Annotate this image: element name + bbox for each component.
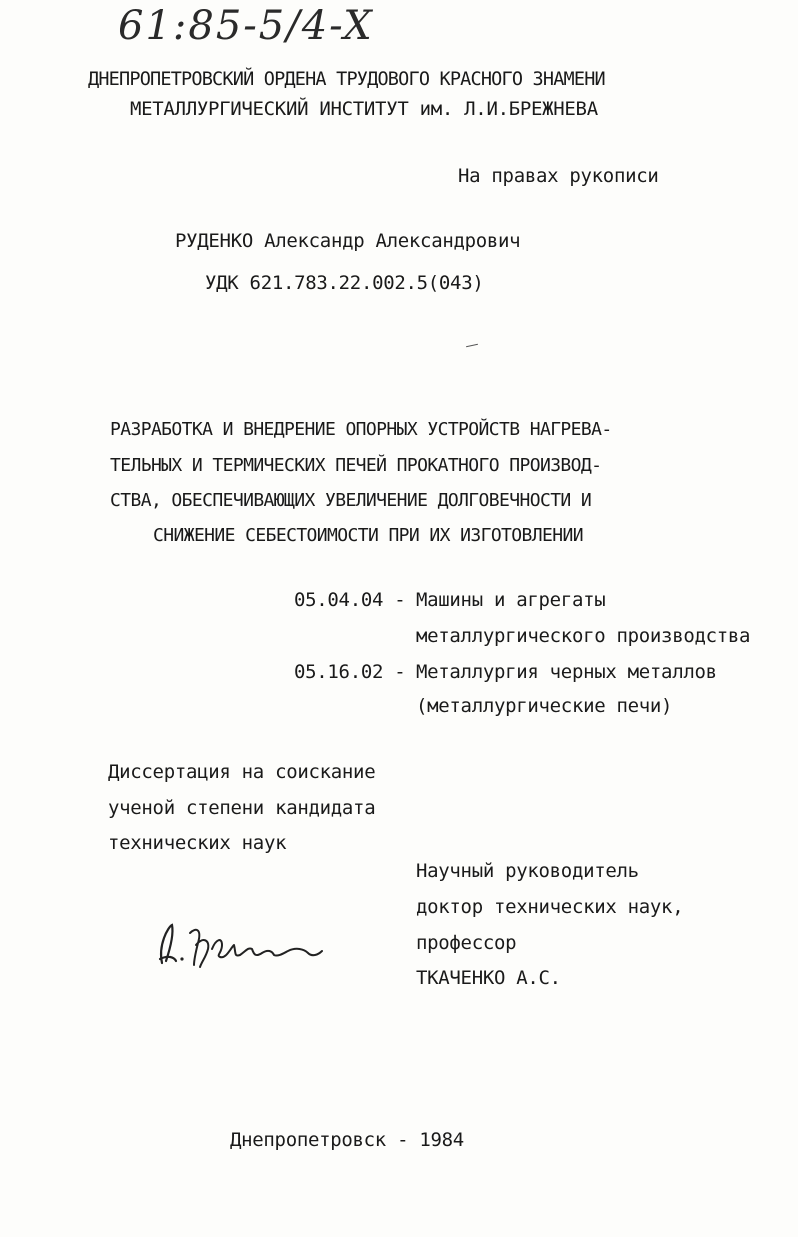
specialty-2-code: 05.16.02 -	[294, 661, 406, 683]
archive-code-handwritten: 61:85-5/4-X	[118, 3, 374, 49]
title-line-4: СНИЖЕНИЕ СЕБЕСТОИМОСТИ ПРИ ИХ ИЗГОТОВЛЕНИИ	[153, 525, 583, 546]
title-line-3: СТВА, ОБЕСПЕЧИВАЮЩИХ УВЕЛИЧЕНИЕ ДОЛГОВЕЧНОСТИ И	[110, 490, 592, 511]
dissertation-line-2: ученой степени кандидата	[108, 797, 376, 819]
specialty-2-name: Металлургия черных металлов	[416, 661, 717, 683]
specialty-2-name-cont: (металлургические печи)	[416, 695, 673, 717]
title-line-2: ТЕЛЬНЫХ И ТЕРМИЧЕСКИХ ПЕЧЕЙ ПРОКАТНОГО ПРОИЗВОД-	[110, 455, 602, 476]
supervisor-line-3: профессор	[416, 932, 517, 954]
specialty-1-name-cont: металлургического производства	[416, 625, 751, 647]
institute-line-1: ДНЕПРОПЕТРОВСКИЙ ОРДЕНА ТРУДОВОГО КРАСНОГО ЗНАМЕНИ	[88, 69, 605, 90]
title-line-1: РАЗРАБОТКА И ВНЕДРЕНИЕ ОПОРНЫХ УСТРОЙСТВ НАГРЕВА-	[110, 419, 612, 440]
dissertation-line-3: технических наук	[108, 832, 287, 854]
specialty-1-code: 05.04.04 -	[294, 589, 406, 611]
dissertation-line-1: Диссертация на соискание	[108, 761, 376, 783]
institute-line-2: МЕТАЛЛУРГИЧЕСКИЙ ИНСТИТУТ им. Л.И.БРЕЖНЕВА	[130, 98, 598, 120]
author-signature	[150, 915, 330, 975]
udk-code: УДК 621.783.22.002.5(043)	[205, 272, 484, 294]
author-name: РУДЕНКО Александр Александрович	[175, 230, 521, 252]
paper-speck	[466, 344, 478, 347]
supervisor-line-4: ТКАЧЕНКО А.С.	[416, 967, 561, 989]
specialty-1-name: Машины и агрегаты	[416, 589, 606, 611]
manuscript-note: На правах рукописи	[458, 165, 659, 187]
supervisor-line-1: Научный руководитель	[416, 860, 639, 882]
supervisor-line-2: доктор технических наук,	[416, 896, 684, 918]
city-year: Днепропетровск - 1984	[230, 1129, 464, 1151]
